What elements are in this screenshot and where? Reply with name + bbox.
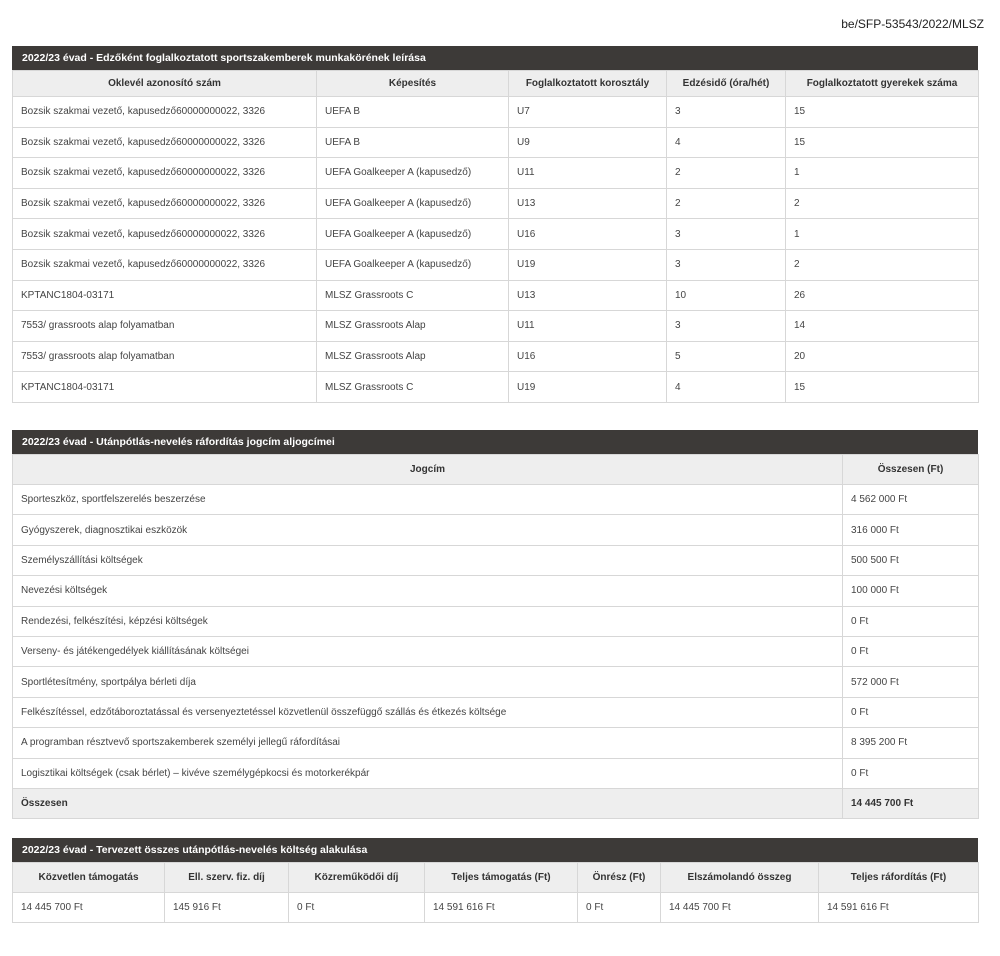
table-cell: UEFA B [317, 97, 509, 128]
table-row [13, 667, 979, 697]
table-cell: 316 000 Ft [843, 515, 979, 545]
table-cell: MLSZ Grassroots C [317, 372, 509, 403]
table-cell: 20 [786, 341, 979, 372]
col-header-children-count: Foglalkoztatott gyerekek száma [786, 71, 979, 97]
table-cell: U16 [509, 341, 667, 372]
table-row [13, 97, 979, 128]
table-cell: 15 [786, 97, 979, 128]
table-cell: 15 [786, 127, 979, 158]
table-cell: U13 [509, 280, 667, 311]
planned-header-row [13, 863, 979, 893]
table-cell: UEFA B [317, 127, 509, 158]
table-cell: Személyszállítási költségek [13, 545, 843, 575]
table-cell: Bozsik szakmai vezető, kapusedző60000000022, 3326 [13, 127, 317, 158]
table-row [13, 576, 979, 606]
table-row [13, 158, 979, 189]
accountable-amount-value: 14 445 700 Ft [661, 893, 819, 923]
own-share-value: 0 Ft [578, 893, 661, 923]
coaches-section-title: 2022/23 évad - Edzőként foglalkoztatott sportszakemberek munkakörének leírása [12, 46, 978, 70]
table-cell: 5 [667, 341, 786, 372]
planned-costs-section-title: 2022/23 évad - Tervezett összes utánpótlás-nevelés költség alakulása [12, 838, 978, 862]
coaches-table [12, 70, 979, 403]
document-reference: be/SFP-53543/2022/MLSZ [841, 17, 984, 31]
table-cell: U11 [509, 311, 667, 342]
planned-row [13, 893, 979, 923]
col-header-training-hours: Edzésidő (óra/hét) [667, 71, 786, 97]
total-support-value: 14 591 616 Ft [425, 893, 578, 923]
table-cell: 2 [786, 188, 979, 219]
table-row [13, 219, 979, 250]
control-fee-value: 145 916 Ft [165, 893, 289, 923]
table-row [13, 485, 979, 515]
col-header-total-expenditure: Teljes ráfordítás (Ft) [819, 863, 979, 893]
col-header-total-ft: Összesen (Ft) [843, 455, 979, 485]
table-cell: Bozsik szakmai vezető, kapusedző60000000022, 3326 [13, 188, 317, 219]
table-cell: A programban résztvevő sportszakemberek személyi jellegű ráfordításai [13, 728, 843, 758]
coaches-header-row [13, 71, 979, 97]
table-cell: 100 000 Ft [843, 576, 979, 606]
table-cell: Gyógyszerek, diagnosztikai eszközök [13, 515, 843, 545]
table-cell: Logisztikai költségek (csak bérlet) – kivéve személygépkocsi és motorkerékpár [13, 758, 843, 788]
table-cell: MLSZ Grassroots Alap [317, 341, 509, 372]
table-cell: KPTANC1804-03171 [13, 372, 317, 403]
table-cell: 2 [667, 158, 786, 189]
table-cell: Sporteszköz, sportfelszerelés beszerzése [13, 485, 843, 515]
col-header-own-share: Önrész (Ft) [578, 863, 661, 893]
col-header-control-fee: Ell. szerv. fiz. díj [165, 863, 289, 893]
costs-total-row [13, 788, 979, 818]
table-row [13, 545, 979, 575]
col-header-total-support: Teljes támogatás (Ft) [425, 863, 578, 893]
planned-costs-section [12, 838, 978, 923]
table-cell: U16 [509, 219, 667, 250]
col-header-accountable-amount: Elszámolandó összeg [661, 863, 819, 893]
table-cell: Bozsik szakmai vezető, kapusedző60000000022, 3326 [13, 219, 317, 250]
table-cell: MLSZ Grassroots Alap [317, 311, 509, 342]
table-cell: Nevezési költségek [13, 576, 843, 606]
table-cell: Verseny- és játékengedélyek kiállításának költségei [13, 636, 843, 666]
table-cell: 8 395 200 Ft [843, 728, 979, 758]
col-header-diploma-id: Oklevél azonosító szám [13, 71, 317, 97]
col-header-qualification: Képesítés [317, 71, 509, 97]
table-row [13, 372, 979, 403]
table-cell: 2 [786, 249, 979, 280]
table-cell: KPTANC1804-03171 [13, 280, 317, 311]
table-cell: U9 [509, 127, 667, 158]
planned-costs-table [12, 862, 979, 923]
table-row [13, 280, 979, 311]
table-cell: 15 [786, 372, 979, 403]
table-cell: 0 Ft [843, 758, 979, 788]
table-cell: Rendezési, felkészítési, képzési költségek [13, 606, 843, 636]
table-cell: Felkészítéssel, edzőtáboroztatással és versenyeztetéssel közvetlenül összefüggő szállás és étkezés költsége [13, 697, 843, 727]
table-cell: 4 [667, 372, 786, 403]
coaches-section [12, 46, 978, 403]
table-row [13, 636, 979, 666]
table-cell: 0 Ft [843, 697, 979, 727]
table-cell: 10 [667, 280, 786, 311]
table-row [13, 127, 979, 158]
table-cell: U19 [509, 249, 667, 280]
table-cell: UEFA Goalkeeper A (kapusedző) [317, 249, 509, 280]
table-cell: Bozsik szakmai vezető, kapusedző60000000022, 3326 [13, 158, 317, 189]
table-row [13, 341, 979, 372]
contributor-fee-value: 0 Ft [289, 893, 425, 923]
table-row [13, 188, 979, 219]
table-cell: 7553/ grassroots alap folyamatban [13, 341, 317, 372]
table-row [13, 515, 979, 545]
table-cell: 14 [786, 311, 979, 342]
table-cell: MLSZ Grassroots C [317, 280, 509, 311]
table-cell: 3 [667, 249, 786, 280]
table-row [13, 697, 979, 727]
table-cell: 1 [786, 158, 979, 189]
table-cell: UEFA Goalkeeper A (kapusedző) [317, 158, 509, 189]
table-cell: 7553/ grassroots alap folyamatban [13, 311, 317, 342]
table-cell: U7 [509, 97, 667, 128]
table-cell: UEFA Goalkeeper A (kapusedző) [317, 188, 509, 219]
table-cell: 26 [786, 280, 979, 311]
table-cell: U11 [509, 158, 667, 189]
direct-support-value: 14 445 700 Ft [13, 893, 165, 923]
costs-total-label: Összesen [13, 788, 843, 818]
table-cell: 1 [786, 219, 979, 250]
table-cell: 3 [667, 311, 786, 342]
table-cell: 0 Ft [843, 636, 979, 666]
table-row [13, 249, 979, 280]
table-row [13, 311, 979, 342]
table-cell: 500 500 Ft [843, 545, 979, 575]
table-cell: U13 [509, 188, 667, 219]
costs-header-row [13, 455, 979, 485]
table-cell: 572 000 Ft [843, 667, 979, 697]
table-cell: 4 [667, 127, 786, 158]
total-expenditure-value: 14 591 616 Ft [819, 893, 979, 923]
col-header-contributor-fee: Közreműködői díj [289, 863, 425, 893]
table-row [13, 758, 979, 788]
costs-total-value: 14 445 700 Ft [843, 788, 979, 818]
table-cell: UEFA Goalkeeper A (kapusedző) [317, 219, 509, 250]
table-cell: Bozsik szakmai vezető, kapusedző60000000022, 3326 [13, 97, 317, 128]
table-cell: 2 [667, 188, 786, 219]
table-cell: 3 [667, 97, 786, 128]
table-row [13, 606, 979, 636]
table-cell: 4 562 000 Ft [843, 485, 979, 515]
table-row [13, 728, 979, 758]
table-cell: U19 [509, 372, 667, 403]
col-header-jogcim: Jogcím [13, 455, 843, 485]
col-header-direct-support: Közvetlen támogatás [13, 863, 165, 893]
costs-table [12, 454, 979, 819]
costs-section-title: 2022/23 évad - Utánpótlás-nevelés ráfordítás jogcím aljogcímei [12, 430, 978, 454]
col-header-age-group: Foglalkoztatott korosztály [509, 71, 667, 97]
table-cell: 0 Ft [843, 606, 979, 636]
costs-section [12, 430, 978, 819]
table-cell: Bozsik szakmai vezető, kapusedző60000000022, 3326 [13, 249, 317, 280]
table-cell: 3 [667, 219, 786, 250]
table-cell: Sportlétesítmény, sportpálya bérleti díja [13, 667, 843, 697]
